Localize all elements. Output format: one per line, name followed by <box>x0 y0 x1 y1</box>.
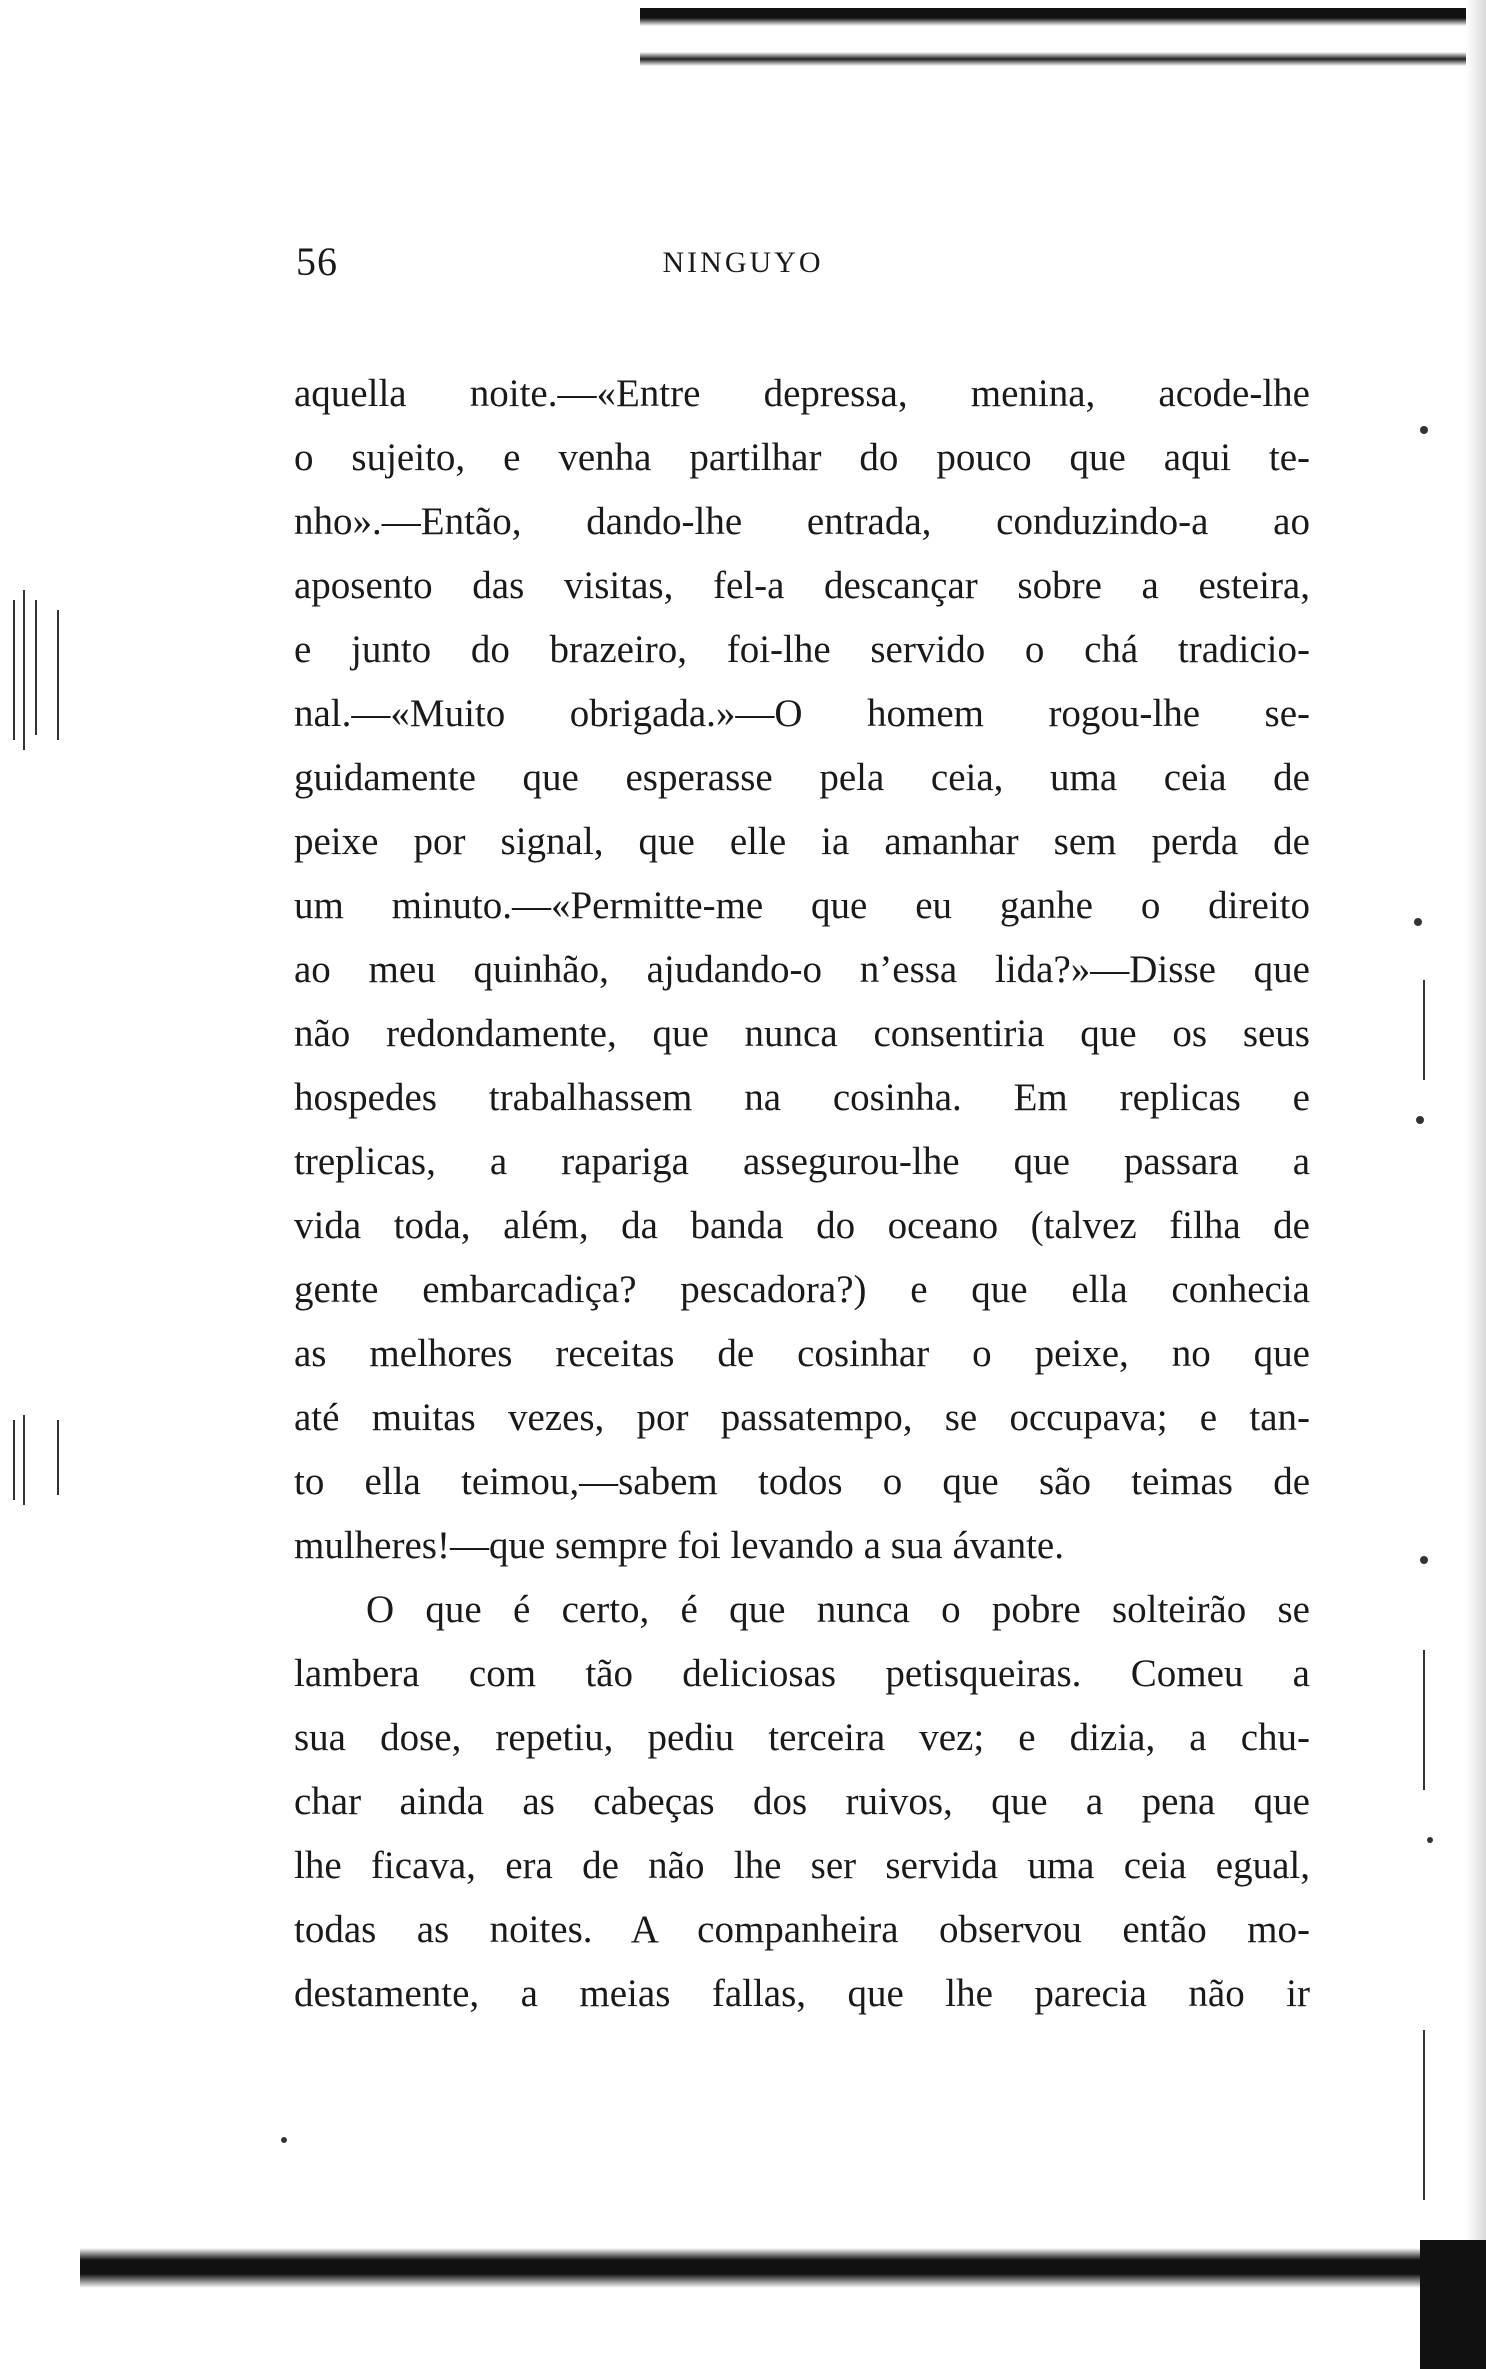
text-line: nho».—Então, dando-lhe entrada, conduzindo-a ao <box>294 500 1310 543</box>
text-line: aposento das visitas, fel-a descançar sobre a esteira, <box>294 564 1310 607</box>
text-line: não redondamente, que nunca consentiria que os seus <box>294 1012 1310 1055</box>
text-line: mulheres!—que sempre foi levando a sua ávante. <box>294 1524 1064 1567</box>
text-line: O que é certo, é que nunca o pobre solteirão se <box>366 1588 1310 1631</box>
text-line: to ella teimou,—sabem todos o que são teimas de <box>294 1460 1310 1503</box>
text-line: nal.—«Muito obrigada.»—O homem rogou-lhe se- <box>294 692 1310 735</box>
text-line: lambera com tão deliciosas petisqueiras. Comeu a <box>294 1652 1310 1695</box>
text-line: gente embarcadiça? pescadora?) e que ella conhecia <box>294 1268 1310 1311</box>
text-line: guidamente que esperasse pela ceia, uma ceia de <box>294 756 1310 799</box>
text-line: char ainda as cabeças dos ruivos, que a pena que <box>294 1780 1310 1823</box>
text-line: sua dose, repetiu, pediu terceira vez; e dizia, a chu- <box>294 1716 1310 1759</box>
paragraph <box>294 362 1310 1578</box>
text-line: peixe por signal, que elle ia amanhar sem perda de <box>294 820 1310 863</box>
text-line: vida toda, além, da banda do oceano (talvez filha de <box>294 1204 1310 1247</box>
text-line: um minuto.—«Permitte-me que eu ganhe o direito <box>294 884 1310 927</box>
body-text <box>294 362 1310 2026</box>
paragraph <box>294 1578 1310 2026</box>
text-line: até muitas vezes, por passatempo, se occupava; e tan- <box>294 1396 1310 1439</box>
text-line: hospedes trabalhassem na cosinha. Em replicas e <box>294 1076 1310 1119</box>
text-line: o sujeito, e venha partilhar do pouco que aqui te- <box>294 436 1310 479</box>
text-line: todas as noites. A companheira observou então mo- <box>294 1908 1310 1951</box>
text-line: destamente, a meias fallas, que lhe parecia não ir <box>294 1972 1310 2015</box>
text-line: as melhores receitas de cosinhar o peixe, no que <box>294 1332 1310 1375</box>
text-line: aquella noite.—«Entre depressa, menina, acode-lhe <box>294 372 1310 415</box>
text-line: treplicas, a rapariga assegurou-lhe que passara a <box>294 1140 1310 1183</box>
text-line: ao meu quinhão, ajudando-o n’essa lida?»—Disse que <box>294 948 1310 991</box>
text-line: e junto do brazeiro, foi-lhe servido o chá tradicio- <box>294 628 1310 671</box>
page-number: 56 <box>296 239 338 284</box>
text-line: lhe ficava, era de não lhe ser servida uma ceia egual, <box>294 1844 1310 1887</box>
running-title: NINGUYO <box>662 246 824 279</box>
